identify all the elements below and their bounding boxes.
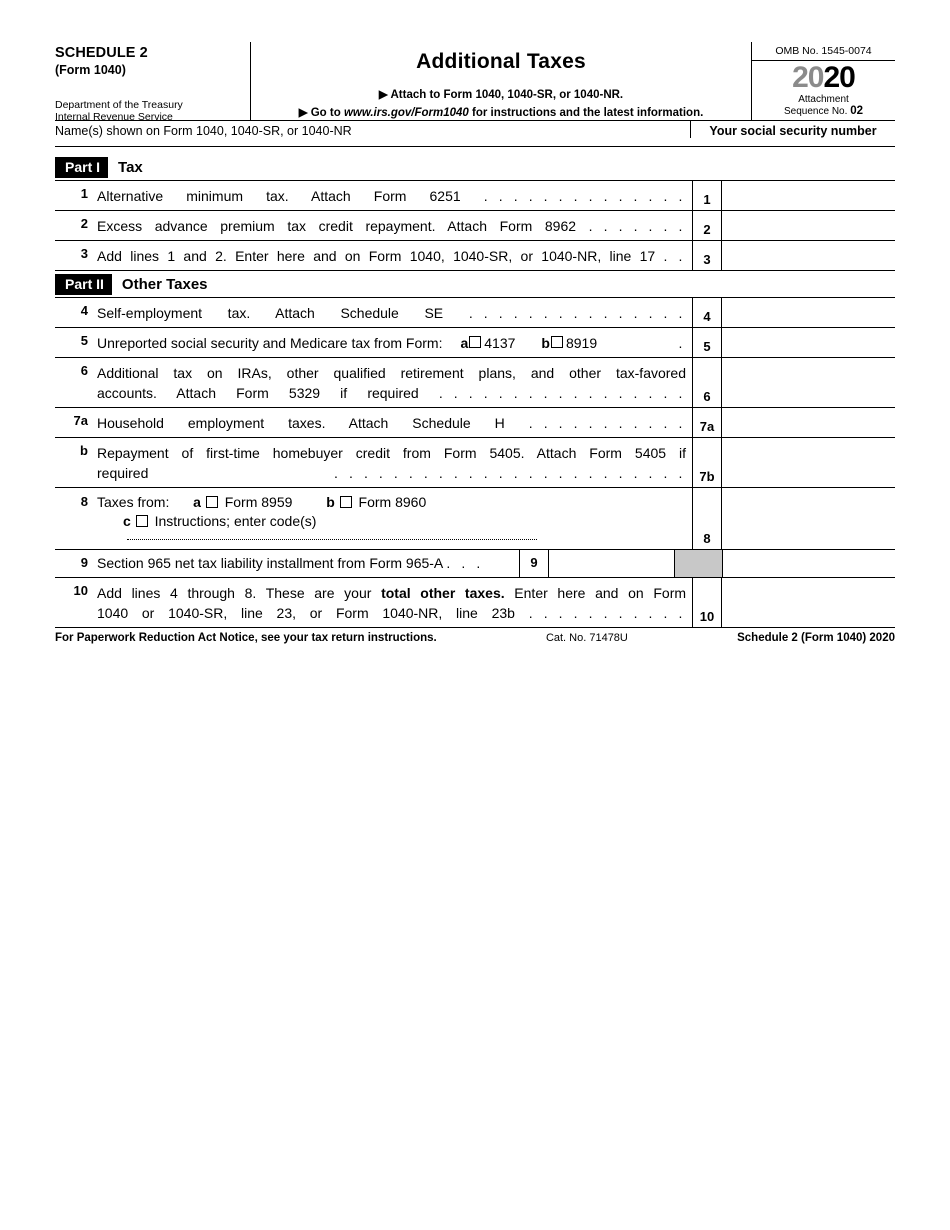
- line-4-box-number: 4: [692, 298, 722, 327]
- line-4-amount[interactable]: [722, 298, 895, 327]
- line-5-option-a-label: 4137: [484, 335, 516, 351]
- line-3-label: Add lines 1 and 2. Enter here and on Form 1040, 1040-SR, or 1040-NR, line 17: [97, 248, 656, 264]
- line-8-box-number: 8: [692, 488, 722, 549]
- sequence-number: 02: [850, 104, 863, 117]
- line-10-text: [97, 578, 692, 627]
- line-3-box-number: 3: [692, 241, 722, 270]
- goto-instruction: [251, 105, 751, 119]
- goto-prefix: ▶ Go to: [298, 107, 344, 119]
- line-8-number: 8: [80, 494, 88, 509]
- part-1-tag: Part I: [55, 157, 108, 178]
- line-5-leader: .: [678, 335, 686, 351]
- line-5-option-b-label: 8919: [565, 335, 598, 351]
- line-10-label-1-bold: total other taxes.: [381, 585, 505, 601]
- omb-number: OMB No. 1545-0074: [752, 42, 895, 61]
- line-2-row: [55, 211, 895, 241]
- checkbox-form-8959[interactable]: [206, 496, 218, 508]
- attachment-sequence: [752, 94, 895, 117]
- line-8-option-c-label: Instructions; enter code(s): [154, 513, 317, 529]
- department-line-2: Internal Revenue Service: [55, 111, 173, 123]
- line-7a-leader: . . . . . . . . . . .: [528, 415, 687, 431]
- line-7a-text: [97, 408, 692, 437]
- line-3-text: [97, 241, 692, 270]
- line-7a-label: Household employment taxes. Attach Schedule H: [97, 415, 505, 431]
- department-block: [55, 99, 250, 123]
- line-6-label-1: Additional tax on IRAs, other qualified retirement plans, and other tax-favored: [97, 365, 686, 381]
- line-1-leader: . . . . . . . . . . . . . .: [483, 188, 686, 204]
- schedule-title: SCHEDULE 2: [55, 45, 148, 61]
- line-8-code-input[interactable]: [127, 539, 537, 540]
- line-10-box-number: 10: [692, 578, 722, 627]
- line-5-amount[interactable]: [722, 328, 895, 357]
- line-6-label-2-wrap: [97, 383, 686, 403]
- line-9-label: Section 965 net tax liability installment from Form 965-A: [97, 555, 443, 571]
- line-7a-box-number: 7a: [692, 408, 722, 437]
- line-8-code-row: [97, 513, 692, 549]
- line-3-row: [55, 241, 895, 271]
- line-2-number: 2: [80, 216, 88, 231]
- line-3-leader: . .: [663, 248, 686, 264]
- form-header: [55, 42, 895, 121]
- department-line-1: Department of the Treasury: [55, 99, 183, 111]
- line-4-leader: . . . . . . . . . . . . . . .: [468, 305, 687, 321]
- line-5-number: 5: [80, 333, 88, 348]
- line-1-label: Alternative minimum tax. Attach Form 6251: [97, 188, 461, 204]
- line-4-row: [55, 298, 895, 328]
- line-3-amount[interactable]: [722, 241, 895, 270]
- line-4-label: Self-employment tax. Attach Schedule SE: [97, 305, 444, 321]
- name-field-label[interactable]: Name(s) shown on Form 1040, 1040-SR, or 1040-NR: [55, 124, 352, 138]
- part-1-header: [55, 154, 895, 181]
- catalog-number: Cat. No. 71478U: [545, 632, 628, 644]
- line-6-amount[interactable]: [722, 358, 895, 407]
- part-2-tag: Part II: [55, 274, 112, 295]
- checkbox-form-4137[interactable]: [469, 336, 481, 348]
- line-6-leader: . . . . . . . . . . . . . . . . .: [438, 385, 686, 401]
- line-7b-amount[interactable]: [722, 438, 895, 487]
- line-9-write-in-amount[interactable]: [549, 550, 674, 577]
- line-9-box-number: 9: [519, 550, 549, 577]
- paperwork-notice: For Paperwork Reduction Act Notice, see your tax return instructions.: [55, 632, 437, 644]
- header-left-block: [55, 42, 251, 123]
- line-7a-number: 7a: [73, 413, 88, 428]
- line-8-option-a-label: Form 8959: [224, 494, 293, 510]
- line-9-text: [97, 550, 519, 577]
- irs-url-link[interactable]: www.irs.gov/Form1040: [343, 107, 469, 119]
- line-1-number: 1: [80, 186, 88, 201]
- line-6-box-number: 6: [692, 358, 722, 407]
- line-7a-row: [55, 408, 895, 438]
- form-title: Additional Taxes: [416, 50, 586, 73]
- line-2-leader: . . . . . . .: [588, 218, 687, 234]
- line-2-label: Excess advance premium tax credit repayment. Attach Form 8962: [97, 218, 577, 234]
- line-8-option-c-letter: c: [123, 513, 131, 529]
- line-7b-box-number: 7b: [692, 438, 722, 487]
- line-10-label-2-wrap: [97, 603, 686, 623]
- line-2-amount[interactable]: [722, 211, 895, 240]
- line-6-text: [97, 358, 692, 407]
- line-10-number: 10: [73, 583, 88, 598]
- line-5-box-number: 5: [692, 328, 722, 357]
- line-7b-label-1: Repayment of first-time homebuyer credit from Form 5405. Attach Form 5405 if: [97, 445, 686, 461]
- line-9-row: [55, 550, 895, 578]
- header-center-block: [251, 42, 751, 120]
- line-2-box-number: 2: [692, 211, 722, 240]
- line-8-amount[interactable]: [722, 488, 895, 549]
- line-8-text: [97, 488, 692, 549]
- line-5-label: Unreported social security and Medicare tax from Form:: [97, 335, 443, 351]
- line-10-label-1-pre: Add lines 4 through 8. These are your: [97, 585, 382, 601]
- line-10-label-2: 1040 or 1040-SR, line 23, or Form 1040-NR, line 23b: [97, 605, 515, 621]
- line-9-amount: [722, 550, 895, 577]
- line-10-row: [55, 578, 895, 627]
- line-7b-number: b: [80, 443, 88, 458]
- line-7b-label-2: required: [97, 465, 149, 481]
- line-7b-leader: . . . . . . . . . . . . . . . . . . . . . . . .: [333, 465, 686, 481]
- form-footer: [55, 627, 895, 644]
- part-1-title: Tax: [118, 158, 143, 176]
- part-2-title: Other Taxes: [121, 275, 208, 293]
- goto-suffix: for instructions and the latest information.: [468, 107, 704, 119]
- form-identifier: Schedule 2 (Form 1040) 2020: [737, 632, 895, 644]
- line-10-leader: . . . . . . . . . . .: [528, 605, 687, 621]
- taxpayer-name-row: [55, 121, 895, 147]
- line-10-label-1-post: Enter here and on Form: [504, 585, 687, 601]
- line-10-label-1: [97, 583, 686, 603]
- line-1-row: [55, 181, 895, 211]
- schedule-subtitle: (Form 1040): [55, 63, 126, 77]
- line-7a-amount[interactable]: [722, 408, 895, 437]
- line-9-shaded-cell: [674, 550, 722, 577]
- line-9-number: 9: [80, 555, 88, 570]
- line-6-number: 6: [80, 363, 88, 378]
- line-1-amount[interactable]: [722, 181, 895, 210]
- checkbox-form-8919[interactable]: [551, 336, 563, 348]
- checkbox-form-8960[interactable]: [340, 496, 352, 508]
- line-6-label-2: accounts. Attach Form 5329 if required: [97, 385, 419, 401]
- attach-instruction: ▶ Attach to Form 1040, 1040-SR, or 1040-NR.: [378, 89, 624, 101]
- tax-year-suffix: 20: [823, 61, 855, 94]
- line-7b-label-2-wrap: [97, 463, 686, 483]
- line-5-option-b-letter: b: [541, 335, 550, 351]
- line-10-amount[interactable]: [722, 578, 895, 627]
- part-2-header: [55, 271, 895, 298]
- tax-year-prefix: 20: [792, 61, 824, 94]
- line-8-option-b-letter: b: [326, 494, 335, 510]
- line-4-number: 4: [80, 303, 88, 318]
- line-7b-row: [55, 438, 895, 488]
- line-8-label: Taxes from:: [97, 494, 170, 510]
- header-right-block: [751, 42, 895, 120]
- line-8-option-a-letter: a: [193, 494, 201, 510]
- schedule-2-form: [55, 42, 895, 644]
- line-7b-text: [97, 438, 692, 487]
- line-4-text: [97, 298, 692, 327]
- line-5-text: [97, 328, 692, 357]
- tax-year: [752, 61, 895, 93]
- ssn-field-label[interactable]: Your social security number: [690, 121, 895, 138]
- line-1-box-number: 1: [692, 181, 722, 210]
- sequence-label: Sequence No.: [784, 105, 848, 117]
- checkbox-instructions-code[interactable]: [136, 515, 148, 527]
- line-6-row: [55, 358, 895, 408]
- line-2-text: [97, 211, 692, 240]
- line-8-options-row: [97, 488, 692, 513]
- line-3-number: 3: [80, 246, 88, 261]
- line-8-option-b-label: Form 8960: [358, 494, 427, 510]
- attachment-label: Attachment: [798, 94, 849, 105]
- line-1-text: [97, 181, 692, 210]
- line-8-row: [55, 488, 895, 550]
- line-5-row: [55, 328, 895, 358]
- line-9-leader: . . .: [446, 555, 484, 571]
- line-5-option-a-letter: a: [460, 335, 469, 351]
